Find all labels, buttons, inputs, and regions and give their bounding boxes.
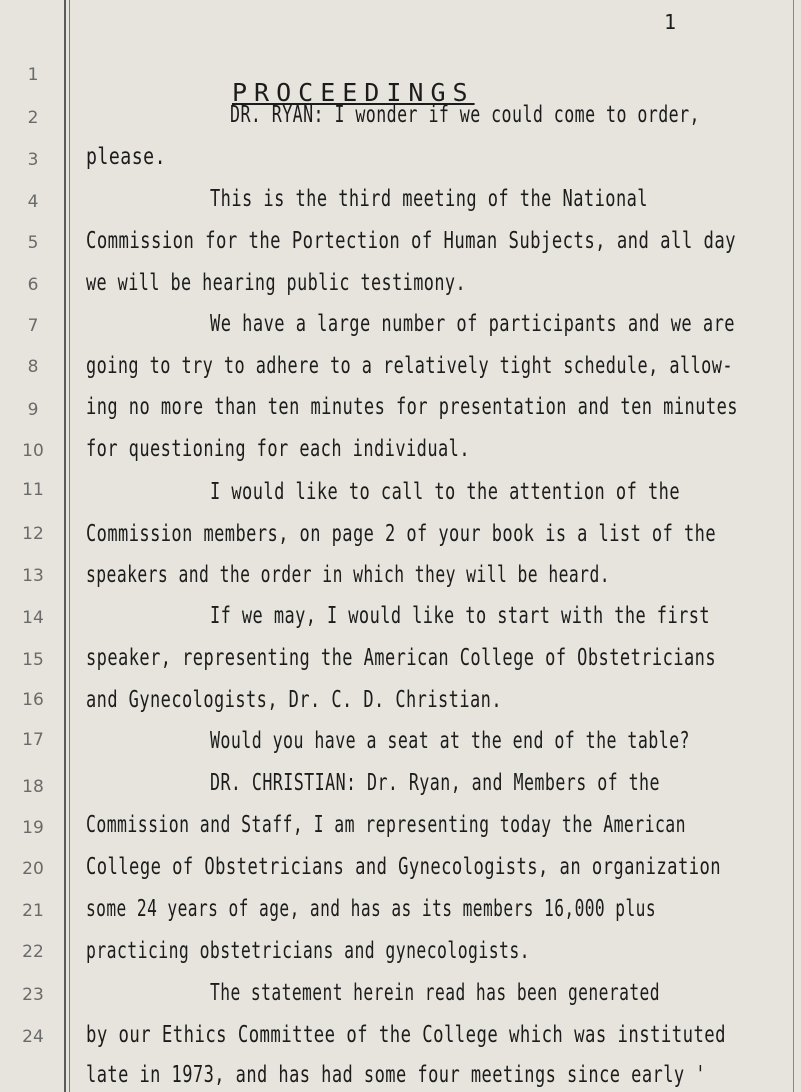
transcript-line: DR. RYAN: I wonder if we could come to order, — [230, 100, 700, 128]
line-number: 19 — [22, 818, 44, 838]
transcript-line: Commission and Staff, I am representing today the American — [86, 810, 686, 838]
transcript-line: speaker, representing the American College of Obstetricians — [86, 643, 716, 671]
transcript-line: DR. CHRISTIAN: Dr. Ryan, and Members of the — [210, 768, 660, 796]
page-heading: PROCEEDINGS — [232, 78, 475, 107]
line-number: 20 — [22, 859, 44, 879]
line-number: 18 — [22, 777, 44, 797]
line-number: 17 — [22, 730, 44, 750]
transcript-line: ing no more than ten minutes for presentation and ten minutes — [86, 392, 738, 420]
left-margin-rule — [64, 0, 66, 1092]
transcript-line: If we may, I would like to start with the first — [210, 601, 710, 629]
line-number: 13 — [22, 566, 44, 586]
right-margin-rule — [793, 0, 794, 1092]
line-number: 16 — [22, 690, 44, 710]
line-number: 4 — [27, 192, 39, 212]
line-number: 24 — [22, 1027, 44, 1047]
line-number: 2 — [27, 108, 39, 128]
transcript-line: practicing obstetricians and gynecologists. — [86, 936, 530, 964]
transcript-line: by our Ethics Committee of the College which was instituted — [86, 1020, 726, 1048]
line-number: 11 — [22, 480, 44, 500]
transcript-line: The statement herein read has been generated — [210, 978, 660, 1006]
line-number: 23 — [22, 985, 44, 1005]
page-number: 1 — [664, 10, 677, 34]
line-number: 9 — [27, 400, 39, 420]
transcript-line: some 24 years of age, and has as its members 16,000 plus — [86, 894, 656, 922]
line-number: 15 — [22, 650, 44, 670]
line-number: 21 — [22, 901, 44, 921]
transcript-line: for questioning for each individual. — [86, 434, 470, 462]
transcript-line: please. — [86, 142, 166, 170]
transcript-line: late in 1973, and has had some four meetings since early ' — [86, 1060, 706, 1088]
line-number: 22 — [22, 942, 44, 962]
transcript-line: we will be hearing public testimony. — [86, 268, 466, 296]
line-number: 3 — [27, 150, 39, 170]
line-number: 5 — [27, 233, 39, 253]
line-number: 6 — [27, 275, 39, 295]
transcript-line: I would like to call to the attention of the — [210, 477, 680, 505]
transcript-line: going to try to adhere to a relatively tight schedule, allow- — [86, 351, 733, 379]
transcript-line: Would you have a seat at the end of the table? — [210, 726, 690, 754]
transcript-line: College of Obstetricians and Gynecologists, an organization — [86, 852, 721, 880]
line-number: 14 — [22, 608, 44, 628]
line-number: 12 — [22, 524, 44, 544]
line-number: 8 — [27, 357, 39, 377]
line-number: 1 — [27, 65, 39, 85]
transcript-line: This is the third meeting of the National — [210, 184, 648, 212]
line-number: 10 — [22, 441, 44, 461]
left-margin-rule-inner — [69, 0, 70, 1092]
transcript-line: Commission members, on page 2 of your book is a list of the — [86, 519, 716, 547]
transcript-line: We have a large number of participants and we are — [210, 309, 735, 337]
transcript-line: speakers and the order in which they will be heard. — [86, 560, 610, 588]
transcript-line: and Gynecologists, Dr. C. D. Christian. — [86, 685, 502, 713]
transcript-line: Commission for the Portection of Human Subjects, and all day — [86, 226, 736, 254]
line-number: 7 — [27, 316, 39, 336]
